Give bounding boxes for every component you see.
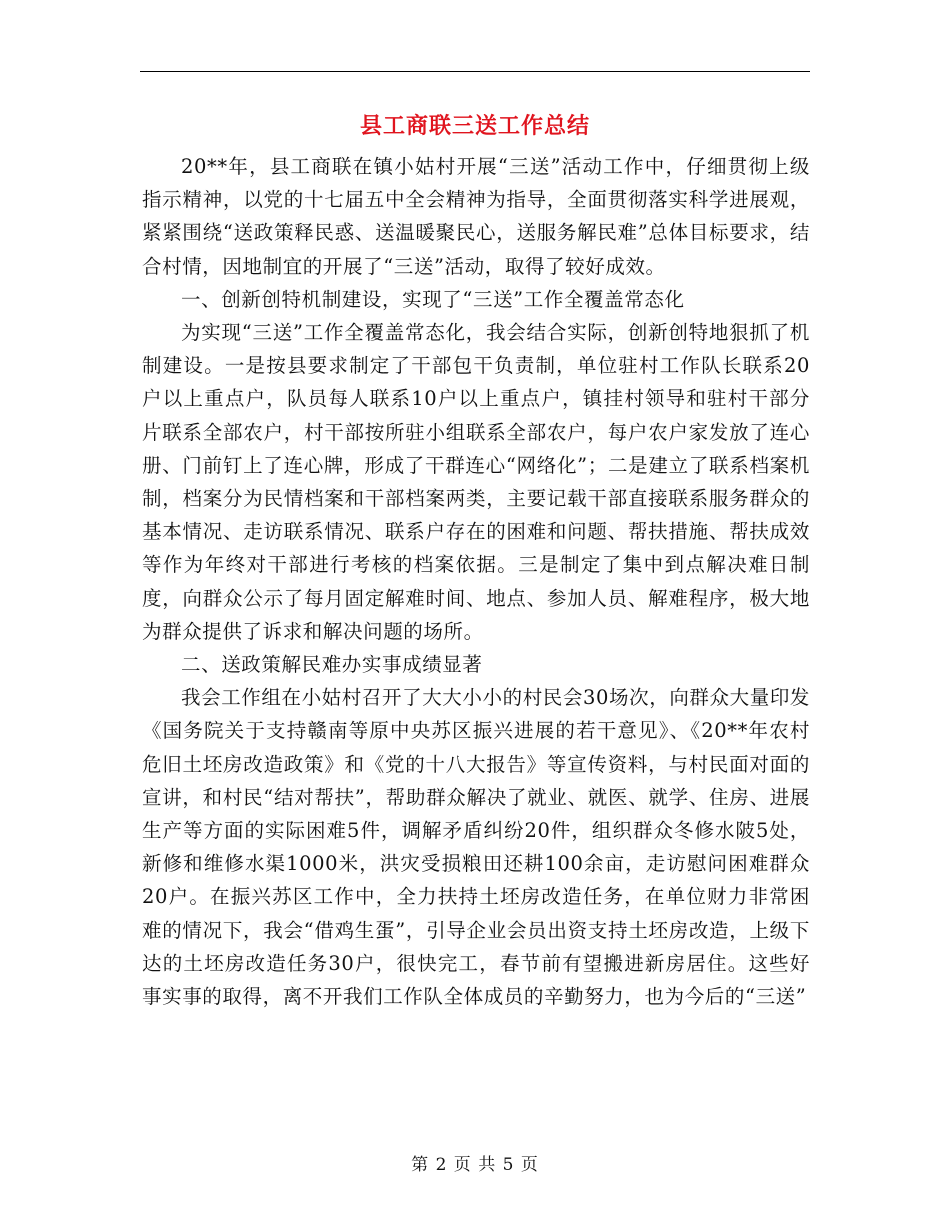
- section-2-paragraph: 我会工作组在小姑村召开了大大小小的村民会30场次，向群众大量印发《国务院关于支持赣南等原中央苏区振兴进展的若干意见》、《20**年农村危旧土坯房改造政策》和《党的十八大报告》等宣传资料，与村民面对面的宣讲，和村民“结对帮扶”，帮助群众解决了就业、就医、就学、住房、进展生产等方面的实际困难5件，调解矛盾纠纷20件，组织群众冬修水陂5处，新修和维修水渠1000米，洪灾受损粮田还耕100余亩，走访慰问困难群众20户。在振兴苏区工作中，全力扶持土坯房改造任务，在单位财力非常困难的情况下，我会“借鸡生蛋”，引导企业会员出资支持土坯房改造，上级下达的土坯房改造任务30户，很快完工，春节前有望搬进新房居住。这些好事实事的取得，离不开我们工作队全体成员的辛勤努力，也为今后的“三送”: [142, 686, 811, 1009]
- section-heading-2: 二、送政策解民难办实事成绩显著: [181, 653, 483, 677]
- section-heading-1: 一、创新创特机制建设，实现了“三送”工作全覆盖常态化: [181, 287, 685, 311]
- document-title: 县工商联三送工作总结: [359, 113, 590, 139]
- header-rule: [140, 71, 810, 72]
- page-number-footer: 第 2 页 共 5 页: [411, 1155, 539, 1175]
- section-1-paragraph: 为实现“三送”工作全覆盖常态化，我会结合实际，创新创特地狠抓了机制建设。一是按县要求制定了干部包干负责制，单位驻村工作队长联系20户以上重点户，队员每人联系10户以上重点户，镇挂村领导和驻村干部分片联系全部农户，村干部按所驻小组联系全部农户，每户农户家发放了连心册、门前钉上了连心牌，形成了干群连心“网络化”；二是建立了联系档案机制，档案分为民情档案和干部档案两类，主要记载干部直接联系服务群众的基本情况、走访联系情况、联系户存在的困难和问题、帮扶措施、帮扶成效等作为年终对干部进行考核的档案依据。三是制定了集中到点解决难日制度，向群众公示了每月固定解难时间、地点、参加人员、解难程序，极大地为群众提供了诉求和解决问题的场所。: [142, 321, 810, 643]
- intro-paragraph: 20**年，县工商联在镇小姑村开展“三送”活动工作中，仔细贯彻上级指示精神，以党的十七届五中全会精神为指导，全面贯彻落实科学进展观，紧紧围绕“送政策释民惑、送温暖聚民心，送服务解民难”总体目标要求，结合村情，因地制宜的开展了“三送”活动，取得了较好成效。: [142, 155, 810, 278]
- document-body: [142, 150, 810, 1013]
